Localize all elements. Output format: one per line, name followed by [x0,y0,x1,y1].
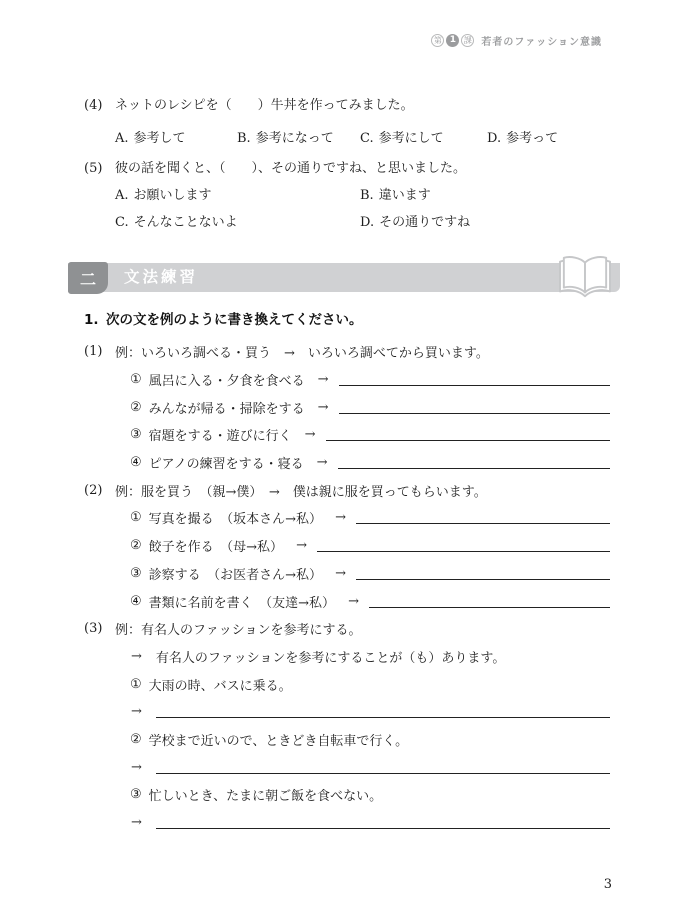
arrow-icon: → [131,648,142,664]
lesson-badge-number: 1 [446,34,459,47]
answer-blank [339,413,610,414]
item-text: 大雨の時、バスに乗る。 [148,678,292,694]
answer-blank [369,607,610,608]
section-header [68,263,620,292]
arrow-icon: → [317,399,329,415]
exercise-item [84,670,610,698]
answer-blank [356,579,610,580]
options-row [115,214,610,231]
exercise-item [84,504,610,532]
item-number: ② [130,399,142,415]
item-number: ① [130,676,142,692]
instruction-text: 次の文を例のように書き換えてください。 [106,312,363,328]
option-c: C. そんなことないよ [115,215,238,230]
option-a: A. 参考して [115,131,186,146]
question-row [84,160,610,177]
question-number: (4) [84,98,103,113]
answer-blank [326,440,610,441]
item-number: ③ [130,565,142,581]
lesson-badge-suffix: 課 [461,34,474,47]
question-text: ネットのレシピを（ ）牛丼を作ってみました。 [115,98,414,113]
item-text: みんなが帰る・掃除をする [148,401,305,417]
section-number-badge: 二 [68,262,108,294]
option-b: B. 違います [360,188,431,203]
exercise-item [84,449,610,477]
page-number: 3 [603,877,612,892]
arrow-icon: → [131,759,142,775]
exercise-item [84,781,610,809]
exercise-item [84,393,610,421]
item-number: ④ [130,593,142,609]
item-text: 風呂に入る・夕食を食べる [148,374,305,390]
exercise-item [84,587,610,615]
instruction [84,311,610,330]
question-text: 彼の話を聞くと、（ ）、その通りですね、と思いました。 [115,161,467,176]
item-text: 書類に名前を書く （友達→私） [148,595,336,611]
answer-blank [156,773,610,774]
example-text: 有名人のファッションを参考にする。 [141,623,362,639]
lesson-title: 若者のファッション意識 [481,37,602,48]
options-row [115,130,610,147]
example-label: 例： [115,484,142,500]
answer-line-row [84,809,610,837]
option-a: A. お願いします [115,188,212,203]
exercise-number: (1) [84,344,103,360]
option-c: C. 参考にして [360,131,444,146]
answer-blank [338,468,610,469]
answer-blank [339,385,610,386]
option-d: D. 参考って [487,131,559,146]
exercise-item [84,726,610,754]
exercise-item [84,560,610,588]
exercise-example [84,338,610,366]
arrow-icon: → [335,510,346,526]
item-text: 写真を撮る （坂本さん→私） [148,512,323,528]
arrow-icon: → [131,815,142,831]
exercise-number: (2) [84,482,103,498]
example-label: 例： [115,346,142,362]
options-row [115,187,610,204]
item-text: 忙しいとき、たまに朝ご飯を食べない。 [148,789,383,805]
item-number: ① [130,372,142,388]
exercise-example [84,615,610,643]
answer-line-row [84,753,610,781]
lesson-badge-prefix: 第 [431,34,444,47]
arrow-icon: → [296,538,307,554]
item-text: ピアノの練習をする・寝る [148,457,304,473]
answer-line-row [84,698,610,726]
grammar-section [84,311,610,836]
arrow-icon: → [317,372,329,388]
answer-blank [156,828,610,829]
item-text: 餃子を作る （母→私） [148,540,284,556]
exercise-item [84,366,610,394]
item-number: ④ [130,455,142,471]
question-row [84,97,610,114]
exercise-item [84,532,610,560]
arrow-icon: → [348,593,359,609]
section-title: 文法練習 [124,268,199,286]
open-book-icon [556,252,614,302]
item-text: 学校まで近いので、ときどき自転車で行く。 [148,733,409,749]
exercise-example [84,476,610,504]
arrow-icon: → [131,704,142,720]
item-text: 宿題をする・遊びに行く [148,429,292,445]
option-d: D. その通りですね [360,215,471,230]
arrow-icon: → [335,565,346,581]
exercise-item [84,421,610,449]
vocab-section [84,0,610,231]
example-text: 服を買う （親→僕） → 僕は親に服を買ってもらいます。 [141,484,487,500]
option-b: B. 参考になって [237,131,334,146]
answer-blank [317,551,610,552]
example-result-text: 有名人のファッションを参考にすることが（も）あります。 [155,650,506,666]
question-number: (5) [84,161,103,176]
instruction-number: 1. [84,312,99,328]
exercise-list [84,338,610,836]
arrow-icon: → [316,455,328,471]
answer-blank [356,523,610,524]
example-text: いろいろ調べる・買う → いろいろ調べてから買います。 [141,346,489,362]
item-number: ② [130,731,142,747]
answer-blank [156,717,610,718]
item-number: ① [130,510,142,526]
item-number: ③ [130,427,142,443]
example-label: 例： [115,623,142,639]
example-result-row [84,643,610,671]
item-text: 診察する （お医者さん→私） [148,567,323,583]
item-number: ③ [130,787,142,803]
exercise-number: (3) [84,621,103,637]
arrow-icon: → [304,427,316,443]
item-number: ② [130,538,142,554]
